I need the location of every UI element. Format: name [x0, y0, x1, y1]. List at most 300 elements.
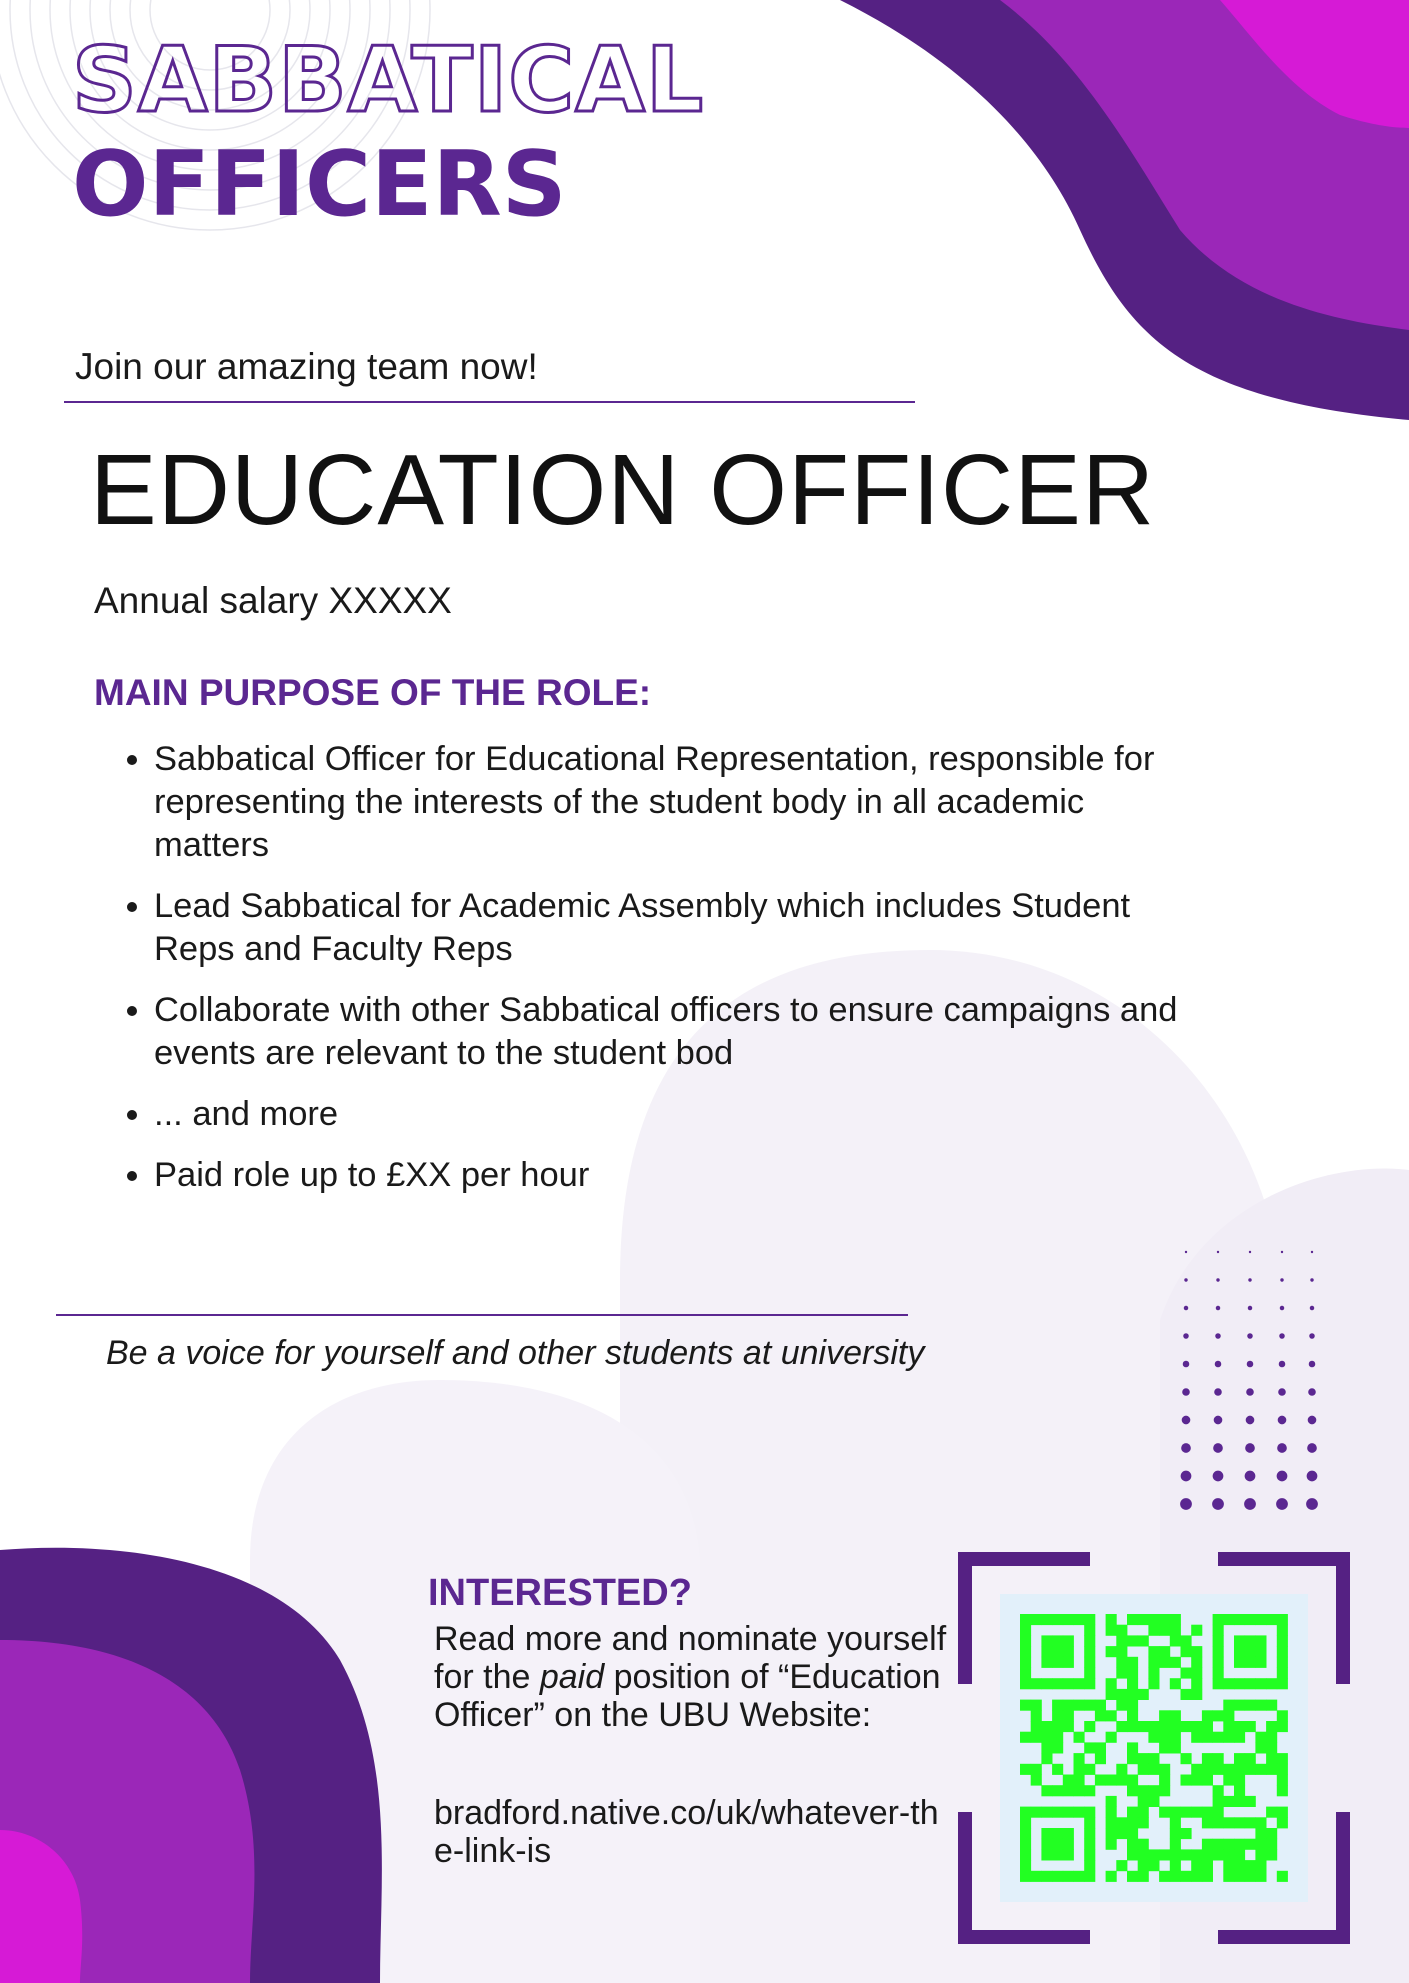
qr-module — [1095, 1742, 1106, 1753]
qr-module — [1213, 1839, 1224, 1850]
qr-module — [1031, 1614, 1042, 1625]
qr-module — [1245, 1678, 1256, 1689]
qr-module — [1255, 1839, 1266, 1850]
decor-dot — [1247, 1361, 1254, 1368]
qr-module — [1020, 1646, 1031, 1657]
qr-module — [1234, 1657, 1245, 1668]
qr-module — [1138, 1796, 1149, 1807]
qr-module — [1106, 1710, 1117, 1721]
qr-module — [1202, 1775, 1213, 1786]
qr-module — [1052, 1646, 1063, 1657]
qr-module — [1148, 1668, 1159, 1679]
qr-module — [1041, 1785, 1052, 1796]
qr-module — [1138, 1849, 1149, 1860]
qr-module — [1170, 1860, 1181, 1871]
qr-module — [1213, 1785, 1224, 1796]
qr-module — [1052, 1710, 1063, 1721]
qr-module — [1181, 1828, 1192, 1839]
qr-module — [1245, 1817, 1256, 1828]
qr-module — [1234, 1721, 1245, 1732]
qr-module — [1127, 1700, 1138, 1711]
qr-module — [1191, 1775, 1202, 1786]
qr-module — [1084, 1614, 1095, 1625]
qr-module — [1116, 1860, 1127, 1871]
qr-module — [1020, 1817, 1031, 1828]
decor-dot — [1216, 1278, 1219, 1281]
qr-module — [1159, 1646, 1170, 1657]
title-officers: OFFICERS — [72, 132, 567, 237]
qr-module — [1116, 1775, 1127, 1786]
qr-module — [1245, 1721, 1256, 1732]
qr-module — [1255, 1849, 1266, 1860]
salary: Annual salary XXXXX — [94, 580, 452, 621]
qr-module — [1170, 1710, 1181, 1721]
qr-module — [1084, 1657, 1095, 1668]
qr-module — [1245, 1839, 1256, 1850]
qr-module — [1159, 1807, 1170, 1818]
interested-heading: INTERESTED? — [428, 1572, 692, 1614]
qr-module — [1063, 1785, 1074, 1796]
qr-module — [1223, 1732, 1234, 1743]
qr-module — [1052, 1839, 1063, 1850]
decor-dot — [1276, 1498, 1288, 1510]
website-link[interactable]: bradford.native.co/uk/whatever-the-link-is — [434, 1794, 939, 1870]
qr-module — [1213, 1753, 1224, 1764]
qr-module — [1106, 1689, 1117, 1700]
qr-module — [1170, 1817, 1181, 1828]
qr-module — [1084, 1817, 1095, 1828]
qr-module — [1084, 1635, 1095, 1646]
qr-module — [1202, 1871, 1213, 1882]
qr-module — [1063, 1775, 1074, 1786]
qr-module — [1277, 1764, 1288, 1775]
decor-dot — [1308, 1388, 1316, 1396]
qr-module — [1116, 1764, 1127, 1775]
decor-dot — [1182, 1388, 1190, 1396]
qr-module — [1223, 1849, 1234, 1860]
qr-module — [1127, 1742, 1138, 1753]
qr-module — [1181, 1635, 1192, 1646]
qr-module — [1041, 1614, 1052, 1625]
qr-module — [1148, 1785, 1159, 1796]
qr-module — [1020, 1668, 1031, 1679]
qr-module — [1245, 1646, 1256, 1657]
qr-module — [1255, 1860, 1266, 1871]
qr-module — [1084, 1871, 1095, 1882]
qr-module — [1234, 1732, 1245, 1743]
list-item: • Paid role up to £XX per hour — [154, 1154, 1194, 1197]
decor-dot — [1279, 1333, 1285, 1339]
qr-module — [1020, 1807, 1031, 1818]
decor-dot — [1280, 1278, 1283, 1281]
qr-module — [1041, 1839, 1052, 1850]
qr-module — [1159, 1710, 1170, 1721]
qr-module — [1213, 1817, 1224, 1828]
decor-dot — [1278, 1416, 1287, 1425]
qr-module — [1223, 1775, 1234, 1786]
decor-dot — [1248, 1278, 1251, 1281]
qr-module — [1020, 1860, 1031, 1871]
qr-module — [1020, 1678, 1031, 1689]
qr-module — [1170, 1871, 1181, 1882]
qr-module — [1020, 1849, 1031, 1860]
decor-dot — [1212, 1498, 1224, 1510]
qr-module — [1234, 1839, 1245, 1850]
qr-module — [1084, 1828, 1095, 1839]
qr-module — [1074, 1785, 1085, 1796]
qr-module — [1234, 1635, 1245, 1646]
qr-module — [1020, 1635, 1031, 1646]
interested-body-text-end: position of “Education Officer” on the UBU Website: — [434, 1658, 941, 1734]
qr-module — [1277, 1678, 1288, 1689]
qr-module — [1266, 1732, 1277, 1743]
decor-dot — [1214, 1388, 1222, 1396]
qr-module — [1277, 1668, 1288, 1679]
qr-module — [1191, 1646, 1202, 1657]
purpose-heading: MAIN PURPOSE OF THE ROLE: — [94, 672, 652, 713]
qr-module — [1181, 1646, 1192, 1657]
qr-module — [1084, 1700, 1095, 1711]
qr-module — [1191, 1860, 1202, 1871]
decor-dot — [1213, 1471, 1224, 1482]
qr-module — [1052, 1828, 1063, 1839]
decor-dot — [1182, 1416, 1191, 1425]
qr-module — [1127, 1657, 1138, 1668]
qr-module — [1063, 1614, 1074, 1625]
qr-module — [1127, 1785, 1138, 1796]
qr-module — [1213, 1764, 1224, 1775]
qr-module — [1170, 1849, 1181, 1860]
qr-module — [1084, 1764, 1095, 1775]
qr-module — [1266, 1807, 1277, 1818]
qr-module — [1255, 1828, 1266, 1839]
qr-module — [1031, 1710, 1042, 1721]
qr-module — [1202, 1817, 1213, 1828]
qr-module — [1063, 1721, 1074, 1732]
qr-module — [1266, 1614, 1277, 1625]
qr-module — [1020, 1828, 1031, 1839]
qr-module — [1159, 1871, 1170, 1882]
qr-module — [1181, 1668, 1192, 1679]
qr-module — [1127, 1807, 1138, 1818]
qr-module — [1052, 1721, 1063, 1732]
qr-module — [1202, 1849, 1213, 1860]
qr-module — [1095, 1710, 1106, 1721]
qr-module — [1191, 1732, 1202, 1743]
qr-module — [1095, 1775, 1106, 1786]
qr-module — [1148, 1678, 1159, 1689]
qr-module — [1127, 1635, 1138, 1646]
qr-module — [1277, 1871, 1288, 1882]
qr-module — [1277, 1817, 1288, 1828]
qr-module — [1234, 1785, 1245, 1796]
qr-module — [1041, 1657, 1052, 1668]
qr-module — [1223, 1721, 1234, 1732]
qr-module — [1116, 1689, 1127, 1700]
qr-module — [1255, 1700, 1266, 1711]
qr-module — [1127, 1614, 1138, 1625]
paid-emphasis: paid — [539, 1658, 605, 1696]
qr-module — [1159, 1657, 1170, 1668]
qr-module — [1084, 1839, 1095, 1850]
qr-code-icon[interactable] — [958, 1552, 1350, 1944]
qr-module — [1159, 1625, 1170, 1636]
qr-module — [1116, 1657, 1127, 1668]
decor-dot — [1181, 1471, 1192, 1482]
qr-module — [1266, 1678, 1277, 1689]
qr-module — [1031, 1678, 1042, 1689]
qr-module — [1266, 1742, 1277, 1753]
qr-module — [1181, 1753, 1192, 1764]
qr-module — [1159, 1732, 1170, 1743]
decor-dot — [1217, 1251, 1219, 1253]
qr-module — [1106, 1678, 1117, 1689]
list-item: • Collaborate with other Sabbatical officers to ensure campaigns and events are relevant to the student bod — [154, 989, 1194, 1075]
qr-module — [1223, 1871, 1234, 1882]
qr-module — [1052, 1732, 1063, 1743]
qr-module — [1277, 1646, 1288, 1657]
qr-module — [1063, 1700, 1074, 1711]
qr-module — [1266, 1700, 1277, 1711]
qr-module — [1170, 1678, 1181, 1689]
qr-module — [1127, 1753, 1138, 1764]
qr-module — [1181, 1721, 1192, 1732]
qr-module — [1116, 1646, 1127, 1657]
qr-module — [1191, 1807, 1202, 1818]
qr-module — [1213, 1625, 1224, 1636]
quote: Be a voice for yourself and other students at university — [106, 1334, 925, 1372]
qr-module — [1138, 1753, 1149, 1764]
qr-module — [1074, 1678, 1085, 1689]
decor-dot — [1249, 1251, 1251, 1253]
qr-module — [1170, 1732, 1181, 1743]
qr-module — [1084, 1678, 1095, 1689]
qr-module — [1213, 1849, 1224, 1860]
qr-module — [1234, 1775, 1245, 1786]
qr-module — [1148, 1657, 1159, 1668]
qr-module — [1159, 1742, 1170, 1753]
qr-module — [1170, 1742, 1181, 1753]
decor-dot — [1306, 1498, 1318, 1510]
qr-module — [1202, 1710, 1213, 1721]
qr-module — [1266, 1828, 1277, 1839]
decor-dot — [1184, 1306, 1188, 1310]
qr-module — [1170, 1828, 1181, 1839]
qr-module — [1202, 1839, 1213, 1850]
qr-module — [1052, 1871, 1063, 1882]
qr-module — [1245, 1764, 1256, 1775]
qr-module — [1170, 1657, 1181, 1668]
role-title: EDUCATION OFFICER — [90, 434, 1156, 546]
qr-module — [1202, 1860, 1213, 1871]
qr-module — [1020, 1764, 1031, 1775]
decor-dot — [1248, 1306, 1252, 1310]
decor-dot — [1309, 1361, 1316, 1368]
decor-dot — [1307, 1471, 1318, 1482]
qr-module — [1138, 1614, 1149, 1625]
qr-module — [1223, 1817, 1234, 1828]
decor-dot — [1180, 1498, 1192, 1510]
decor-dot — [1278, 1388, 1286, 1396]
decor-dot — [1183, 1333, 1189, 1339]
list-item: • Lead Sabbatical for Academic Assembly which includes Student Reps and Faculty Reps — [154, 885, 1194, 971]
qr-module — [1041, 1678, 1052, 1689]
qr-module — [1255, 1871, 1266, 1882]
qr-module — [1052, 1635, 1063, 1646]
qr-module — [1148, 1764, 1159, 1775]
qr-module — [1084, 1646, 1095, 1657]
decor-dot — [1184, 1278, 1187, 1281]
qr-module — [1223, 1614, 1234, 1625]
qr-module — [1127, 1678, 1138, 1689]
qr-module — [1213, 1668, 1224, 1679]
qr-module — [1181, 1775, 1192, 1786]
qr-module — [1127, 1721, 1138, 1732]
qr-module — [1191, 1689, 1202, 1700]
qr-module — [1116, 1668, 1127, 1679]
qr-module — [1084, 1849, 1095, 1860]
qr-module — [1255, 1742, 1266, 1753]
qr-module — [1031, 1764, 1042, 1775]
qr-module — [1245, 1700, 1256, 1711]
qr-module — [1063, 1849, 1074, 1860]
decor-dot — [1311, 1251, 1313, 1253]
decor-dot — [1246, 1388, 1254, 1396]
decor-dot — [1216, 1306, 1220, 1310]
decor-dot — [1308, 1416, 1317, 1425]
qr-module — [1063, 1657, 1074, 1668]
qr-module — [1277, 1807, 1288, 1818]
qr-module — [1234, 1700, 1245, 1711]
qr-module — [1277, 1614, 1288, 1625]
qr-module — [1148, 1796, 1159, 1807]
tagline-rule — [64, 401, 915, 403]
qr-module — [1031, 1700, 1042, 1711]
qr-module — [1041, 1646, 1052, 1657]
qr-module — [1116, 1700, 1127, 1711]
qr-module — [1191, 1668, 1202, 1679]
qr-module — [1191, 1849, 1202, 1860]
qr-module — [1106, 1871, 1117, 1882]
qr-module — [1106, 1775, 1117, 1786]
qr-module — [1138, 1635, 1149, 1646]
qr-module — [1255, 1678, 1266, 1689]
qr-module — [1138, 1817, 1149, 1828]
qr-module — [1052, 1764, 1063, 1775]
qr-module — [1245, 1753, 1256, 1764]
qr-module — [1255, 1635, 1266, 1646]
qr-module — [1031, 1732, 1042, 1743]
qr-module — [1277, 1753, 1288, 1764]
qr-module — [1159, 1614, 1170, 1625]
qr-module — [1213, 1657, 1224, 1668]
qr-module — [1148, 1625, 1159, 1636]
qr-module — [1170, 1635, 1181, 1646]
qr-module — [1170, 1807, 1181, 1818]
qr-module — [1277, 1775, 1288, 1786]
qr-module — [1095, 1700, 1106, 1711]
qr-module — [1255, 1646, 1266, 1657]
qr-module — [1245, 1860, 1256, 1871]
qr-module — [1041, 1871, 1052, 1882]
decor-dot — [1281, 1251, 1283, 1253]
qr-module — [1159, 1849, 1170, 1860]
qr-module — [1106, 1646, 1117, 1657]
qr-module — [1223, 1764, 1234, 1775]
decor-dot — [1277, 1443, 1287, 1453]
qr-module — [1074, 1700, 1085, 1711]
decor-dot — [1213, 1443, 1223, 1453]
qr-module — [1138, 1807, 1149, 1818]
list-item: • ... and more — [154, 1093, 1194, 1136]
qr-module — [1223, 1839, 1234, 1850]
qr-module — [1074, 1871, 1085, 1882]
qr-module — [1170, 1625, 1181, 1636]
qr-module — [1031, 1871, 1042, 1882]
decor-dot — [1280, 1306, 1284, 1310]
qr-module — [1191, 1657, 1202, 1668]
qr-module — [1116, 1635, 1127, 1646]
qr-module — [1020, 1732, 1031, 1743]
interested-body-text: Read more and nominate yourself for the — [434, 1620, 947, 1696]
qr-module — [1277, 1785, 1288, 1796]
qr-module — [1170, 1839, 1181, 1850]
qr-module — [1138, 1764, 1149, 1775]
decor-dot — [1244, 1498, 1256, 1510]
qr-module — [1106, 1625, 1117, 1636]
qr-module — [1202, 1764, 1213, 1775]
qr-module — [1202, 1753, 1213, 1764]
qr-module — [1084, 1742, 1095, 1753]
qr-module — [1052, 1700, 1063, 1711]
qr-module — [1148, 1849, 1159, 1860]
qr-module — [1170, 1721, 1181, 1732]
qr-module — [1041, 1828, 1052, 1839]
qr-module — [1213, 1796, 1224, 1807]
decor-dot — [1309, 1333, 1315, 1339]
qr-module — [1181, 1849, 1192, 1860]
qr-module — [1148, 1753, 1159, 1764]
interested-body — [434, 1620, 954, 1734]
qr-module — [1127, 1689, 1138, 1700]
qr-module — [1202, 1807, 1213, 1818]
qr-module — [1052, 1849, 1063, 1860]
qr-module — [1159, 1785, 1170, 1796]
qr-module — [1138, 1689, 1149, 1700]
qr-module — [1255, 1764, 1266, 1775]
qr-module — [1106, 1796, 1117, 1807]
qr-module — [1223, 1710, 1234, 1721]
qr-module — [1041, 1807, 1052, 1818]
qr-module — [1213, 1710, 1224, 1721]
title-sabbatical: SABBATICAL — [72, 28, 705, 133]
qr-module — [1106, 1614, 1117, 1625]
qr-module — [1031, 1807, 1042, 1818]
qr-module — [1191, 1678, 1202, 1689]
qr-module — [1116, 1721, 1127, 1732]
qr-module — [1277, 1635, 1288, 1646]
qr-module — [1031, 1775, 1042, 1786]
qr-module — [1277, 1710, 1288, 1721]
decor-dot — [1245, 1471, 1256, 1482]
qr-module — [1213, 1807, 1224, 1818]
qr-module — [1127, 1828, 1138, 1839]
qr-module — [1052, 1785, 1063, 1796]
qr-module — [1116, 1828, 1127, 1839]
qr-module — [1234, 1871, 1245, 1882]
qr-module — [1127, 1849, 1138, 1860]
qr-module — [1266, 1753, 1277, 1764]
